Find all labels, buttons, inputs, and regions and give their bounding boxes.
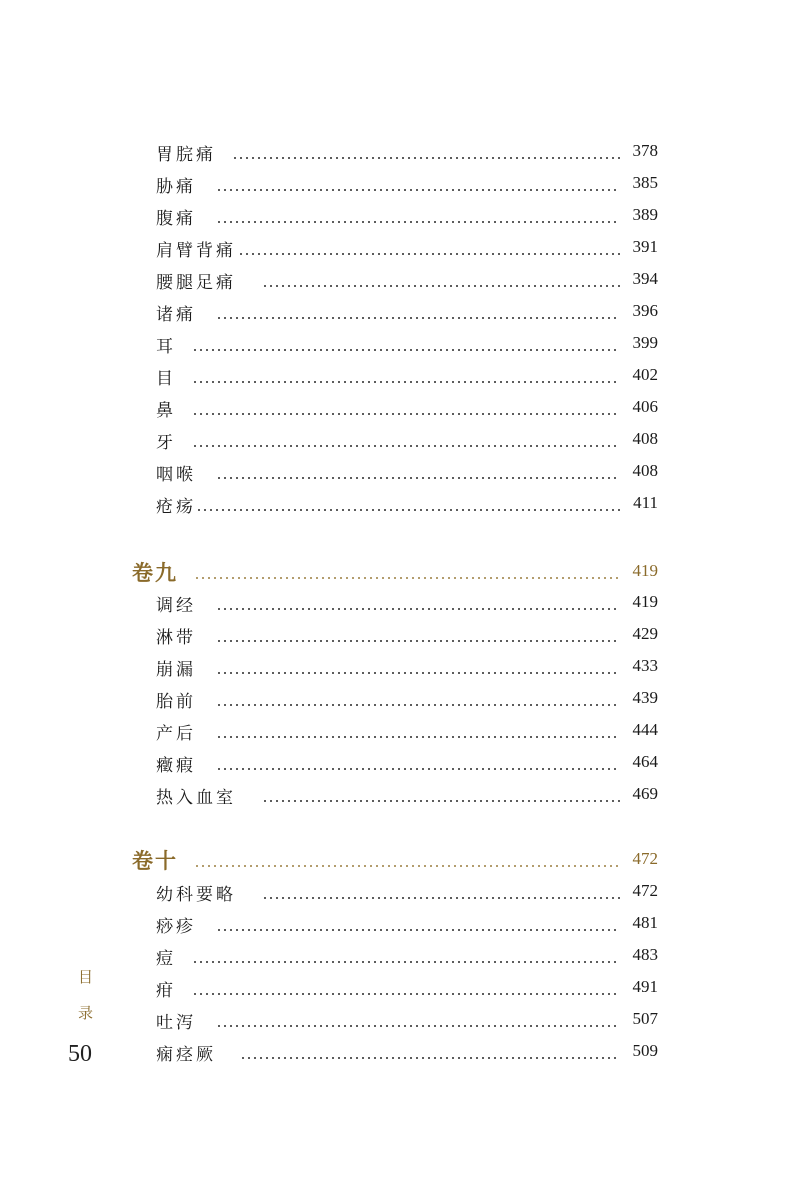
toc-entry-page: 444 [632, 720, 658, 739]
toc-entry[interactable] [0, 458, 800, 490]
toc-entry-page: 389 [632, 205, 658, 224]
dot-leader [216, 929, 620, 931]
toc-entry-page: 391 [632, 237, 658, 256]
dot-leader [216, 221, 620, 223]
dot-leader [238, 253, 620, 255]
running-head-char: 目 [78, 968, 94, 986]
dot-leader [216, 736, 620, 738]
toc-entry[interactable] [0, 653, 800, 685]
toc-entry-title: 崩漏 [156, 660, 196, 680]
toc-entry-page: 439 [632, 688, 658, 707]
toc-entry[interactable] [0, 330, 800, 362]
dot-leader [216, 608, 620, 610]
toc-entry[interactable] [0, 878, 800, 910]
dot-leader [240, 1057, 620, 1059]
toc-entry[interactable] [0, 717, 800, 749]
toc-entry-page: 429 [632, 624, 658, 643]
toc-entry-title: 幼科要略 [156, 885, 236, 905]
toc-entry-page: 491 [632, 977, 658, 996]
toc-entry[interactable] [0, 781, 800, 813]
toc-entry-title: 吐泻 [156, 1013, 196, 1033]
toc-entry-title: 疳 [156, 981, 176, 1001]
toc-entry-page: 509 [632, 1041, 658, 1060]
dot-leader [194, 577, 620, 579]
toc-entry-title: 鼻 [156, 401, 176, 421]
dot-leader [232, 157, 620, 159]
dot-leader [192, 413, 620, 415]
dot-leader [216, 477, 620, 479]
dot-leader [262, 800, 620, 802]
toc-chapter-heading[interactable] [0, 558, 800, 590]
toc-entry-page: 481 [632, 913, 658, 932]
toc-entry[interactable] [0, 589, 800, 621]
toc-entry[interactable] [0, 298, 800, 330]
toc-entry-title: 淋带 [156, 628, 196, 648]
toc-entry-page: 507 [632, 1009, 658, 1028]
toc-entry-page: 399 [632, 333, 658, 352]
toc-entry-title: 胃脘痛 [156, 145, 216, 165]
dot-leader [192, 349, 620, 351]
toc-entry-title: 耳 [156, 337, 176, 357]
page-number: 50 [68, 1041, 92, 1067]
toc-entry[interactable] [0, 621, 800, 653]
dot-leader [192, 993, 620, 995]
toc-entry-page: 406 [632, 397, 658, 416]
toc-entry-title: 痘 [156, 949, 176, 969]
dot-leader [196, 509, 620, 511]
toc-entry-page: 408 [632, 461, 658, 480]
toc-entry-page: 411 [633, 493, 658, 512]
toc-entry-title: 胎前 [156, 692, 196, 712]
toc-entry[interactable] [0, 394, 800, 426]
toc-entry[interactable] [0, 426, 800, 458]
toc-entry-title: 肩臂背痛 [156, 241, 236, 261]
toc-entry-title: 癥瘕 [156, 756, 196, 776]
toc-entry[interactable] [0, 942, 800, 974]
toc-entry-page: 433 [632, 656, 658, 675]
toc-entry[interactable] [0, 234, 800, 266]
toc-entry-title: 痧疹 [156, 917, 196, 937]
dot-leader [194, 865, 620, 867]
toc-entry[interactable] [0, 202, 800, 234]
dot-leader [216, 1025, 620, 1027]
toc-entry-page: 472 [632, 881, 658, 900]
toc-entry-title: 产后 [156, 724, 196, 744]
toc-entry-page: 385 [632, 173, 658, 192]
toc-entry-page: 464 [632, 752, 658, 771]
toc-entry[interactable] [0, 170, 800, 202]
toc-entry-title: 疮疡 [156, 497, 196, 517]
toc-entry[interactable] [0, 910, 800, 942]
toc-entry-page: 469 [632, 784, 658, 803]
toc-entry[interactable] [0, 685, 800, 717]
toc-entry-page: 402 [632, 365, 658, 384]
toc-entry-title: 咽喉 [156, 465, 196, 485]
dot-leader [216, 640, 620, 642]
dot-leader [192, 381, 620, 383]
toc-entry-title: 腹痛 [156, 209, 196, 229]
dot-leader [262, 285, 620, 287]
toc-entry-title: 牙 [156, 433, 176, 453]
toc-entry-page: 378 [632, 141, 658, 160]
running-head-char: 录 [78, 1004, 94, 1022]
chapter-page: 472 [632, 849, 658, 868]
dot-leader [192, 961, 620, 963]
toc-entry-page: 394 [632, 269, 658, 288]
toc-entry-title: 调经 [156, 596, 196, 616]
toc-entry-page: 419 [632, 592, 658, 611]
chapter-page: 419 [632, 561, 658, 580]
dot-leader [262, 897, 620, 899]
toc-entry-title: 目 [156, 369, 176, 389]
dot-leader [216, 317, 620, 319]
toc-entry[interactable] [0, 1038, 800, 1070]
toc-entry[interactable] [0, 1006, 800, 1038]
toc-entry-page: 408 [632, 429, 658, 448]
dot-leader [216, 672, 620, 674]
toc-entry[interactable] [0, 266, 800, 298]
toc-entry-page: 396 [632, 301, 658, 320]
toc-entry-title: 诸痛 [156, 305, 196, 325]
dot-leader [192, 445, 620, 447]
toc-chapter-heading[interactable] [0, 846, 800, 878]
toc-entry[interactable] [0, 490, 800, 522]
dot-leader [216, 189, 620, 191]
toc-entry[interactable] [0, 749, 800, 781]
toc-entry[interactable] [0, 138, 800, 170]
toc-entry[interactable] [0, 362, 800, 394]
toc-entry-page: 483 [632, 945, 658, 964]
toc-entry-title: 胁痛 [156, 177, 196, 197]
dot-leader [216, 768, 620, 770]
toc-entry-title: 痫痉厥 [156, 1045, 216, 1065]
toc-entry-title: 热入血室 [156, 788, 236, 808]
chapter-title: 卷十 [132, 848, 178, 873]
toc-entry[interactable] [0, 974, 800, 1006]
dot-leader [216, 704, 620, 706]
chapter-title: 卷九 [132, 560, 178, 585]
toc-entry-title: 腰腿足痛 [156, 273, 236, 293]
